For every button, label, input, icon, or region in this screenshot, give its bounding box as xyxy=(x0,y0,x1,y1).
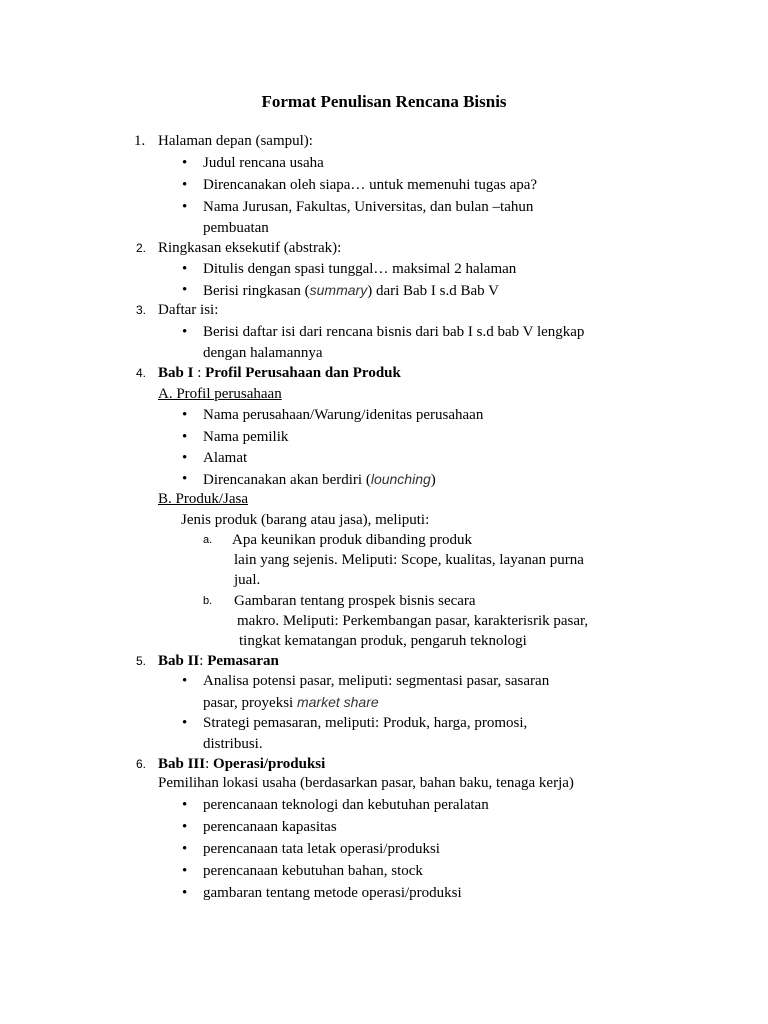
section-2-bullet: Ditulis dengan spasi tunggal… maksimal 2 halaman xyxy=(203,261,517,277)
section-4-number: 4. xyxy=(136,366,147,380)
bullet-icon: • xyxy=(182,199,188,215)
section-2-number: 2. xyxy=(136,241,147,255)
section-2-heading: Ringkasan eksekutif (abstrak): xyxy=(158,240,342,256)
bullet-icon: • xyxy=(182,863,188,879)
italic-term: lounching xyxy=(370,471,431,487)
item-b-line: Gambaran tentang prospek bisnis secara xyxy=(234,593,476,609)
chapter-title: Profil Perusahaan dan Produk xyxy=(205,365,401,381)
chapter-title: Pemasaran xyxy=(207,653,279,669)
bullet-icon: • xyxy=(182,471,188,487)
text-segment: : xyxy=(193,365,206,381)
section-5-heading xyxy=(158,651,279,671)
section-1-heading: Halaman depan (sampul): xyxy=(158,133,313,149)
bullet-icon: • xyxy=(182,429,188,445)
product-types-intro: Jenis produk (barang atau jasa), meliputi: xyxy=(181,512,430,528)
section-1-bullet: Direncanakan oleh siapa… untuk memenuhi tugas apa? xyxy=(203,177,538,193)
section-6-intro: Pemilihan lokasi usaha (berdasarkan pasar, bahan baku, tenaga kerja) xyxy=(158,775,574,791)
subsection-b-heading: B. Produk/Jasa xyxy=(158,491,248,507)
chapter-label: Bab I xyxy=(158,365,194,381)
item-a-line: jual. xyxy=(234,572,261,588)
section-3-number: 3. xyxy=(136,303,147,317)
chapter-label: Bab II xyxy=(158,653,200,669)
bullet-icon: • xyxy=(182,261,188,277)
section-5-bullet: Strategi pemasaran, meliputi: Produk, harga, promosi, xyxy=(203,715,528,731)
subsection-a-heading: A. Profil perusahaan xyxy=(158,386,282,402)
section-5-number: 5. xyxy=(136,654,147,668)
bullet-icon: • xyxy=(182,819,188,835)
chapter-title: Operasi/produksi xyxy=(213,756,326,772)
bullet-icon: • xyxy=(182,282,188,298)
bullet-icon: • xyxy=(182,841,188,857)
section-6-bullet: perencanaan teknologi dan kebutuhan peralatan xyxy=(203,797,489,813)
section-1-number: 1. xyxy=(134,133,146,149)
text-segment: : xyxy=(205,756,214,772)
section-1-bullet-continuation: pembuatan xyxy=(203,220,269,236)
bullet-icon: • xyxy=(182,450,188,466)
section-3-bullet-continuation: dengan halamannya xyxy=(203,345,323,361)
item-b-line: makro. Meliputi: Perkembangan pasar, karakterisrik pasar, xyxy=(237,613,589,629)
text-segment: pasar, proyeksi xyxy=(203,695,297,711)
item-b-line: tingkat kematangan produk, pengaruh teknologi xyxy=(239,633,527,649)
text-segment: Direncanakan akan berdiri ( xyxy=(203,472,371,488)
text-segment: ) xyxy=(430,472,436,488)
section-4-bullet: Nama perusahaan/Warung/idenitas perusahaan xyxy=(203,407,484,423)
bullet-icon: • xyxy=(182,324,188,340)
bullet-icon: • xyxy=(182,407,188,423)
section-2-bullet xyxy=(203,280,499,301)
section-5-bullet-continuation: distribusi. xyxy=(203,736,263,752)
section-6-heading xyxy=(158,754,325,774)
section-6-bullet: perencanaan kapasitas xyxy=(203,819,337,835)
bullet-icon: • xyxy=(182,155,188,171)
bullet-icon: • xyxy=(182,673,188,689)
bullet-icon: • xyxy=(182,715,188,731)
item-a-line: lain yang sejenis. Meliputi: Scope, kualitas, layanan purna xyxy=(234,552,584,568)
section-3-bullet: Berisi daftar isi dari rencana bisnis dari bab I s.d bab V lengkap xyxy=(203,324,585,340)
text-segment: Berisi ringkasan ( xyxy=(203,283,310,299)
italic-term: market share xyxy=(296,694,379,710)
section-1-bullet: Judul rencana usaha xyxy=(203,155,324,171)
document-title: Format Penulisan Rencana Bisnis xyxy=(261,92,507,111)
section-4-bullet xyxy=(203,469,436,490)
section-6-bullet: perencanaan tata letak operasi/produksi xyxy=(203,841,440,857)
italic-term: summary xyxy=(309,282,368,298)
item-b-number: b. xyxy=(203,595,213,607)
item-a-number: a. xyxy=(203,534,213,546)
chapter-label: Bab III xyxy=(158,756,206,772)
section-4-bullet: Nama pemilik xyxy=(203,429,289,445)
section-6-bullet: perencanaan kebutuhan bahan, stock xyxy=(203,863,423,879)
item-a-line: Apa keunikan produk dibanding produk xyxy=(232,532,472,548)
section-3-heading: Daftar isi: xyxy=(158,302,219,318)
section-1-bullet: Nama Jurusan, Fakultas, Universitas, dan bulan –tahun xyxy=(203,199,534,215)
bullet-icon: • xyxy=(182,797,188,813)
section-5-bullet: Analisa potensi pasar, meliputi: segmentasi pasar, sasaran xyxy=(203,673,550,689)
section-4-bullet: Alamat xyxy=(203,450,248,466)
section-6-number: 6. xyxy=(136,757,147,771)
section-6-bullet: gambaran tentang metode operasi/produksi xyxy=(203,885,462,901)
bullet-icon: • xyxy=(182,177,188,193)
text-segment: ) dari Bab I s.d Bab V xyxy=(367,283,499,299)
bullet-icon: • xyxy=(182,885,188,901)
section-4-heading xyxy=(158,363,401,383)
section-5-bullet-continuation xyxy=(203,692,379,713)
text-segment: : xyxy=(199,653,208,669)
